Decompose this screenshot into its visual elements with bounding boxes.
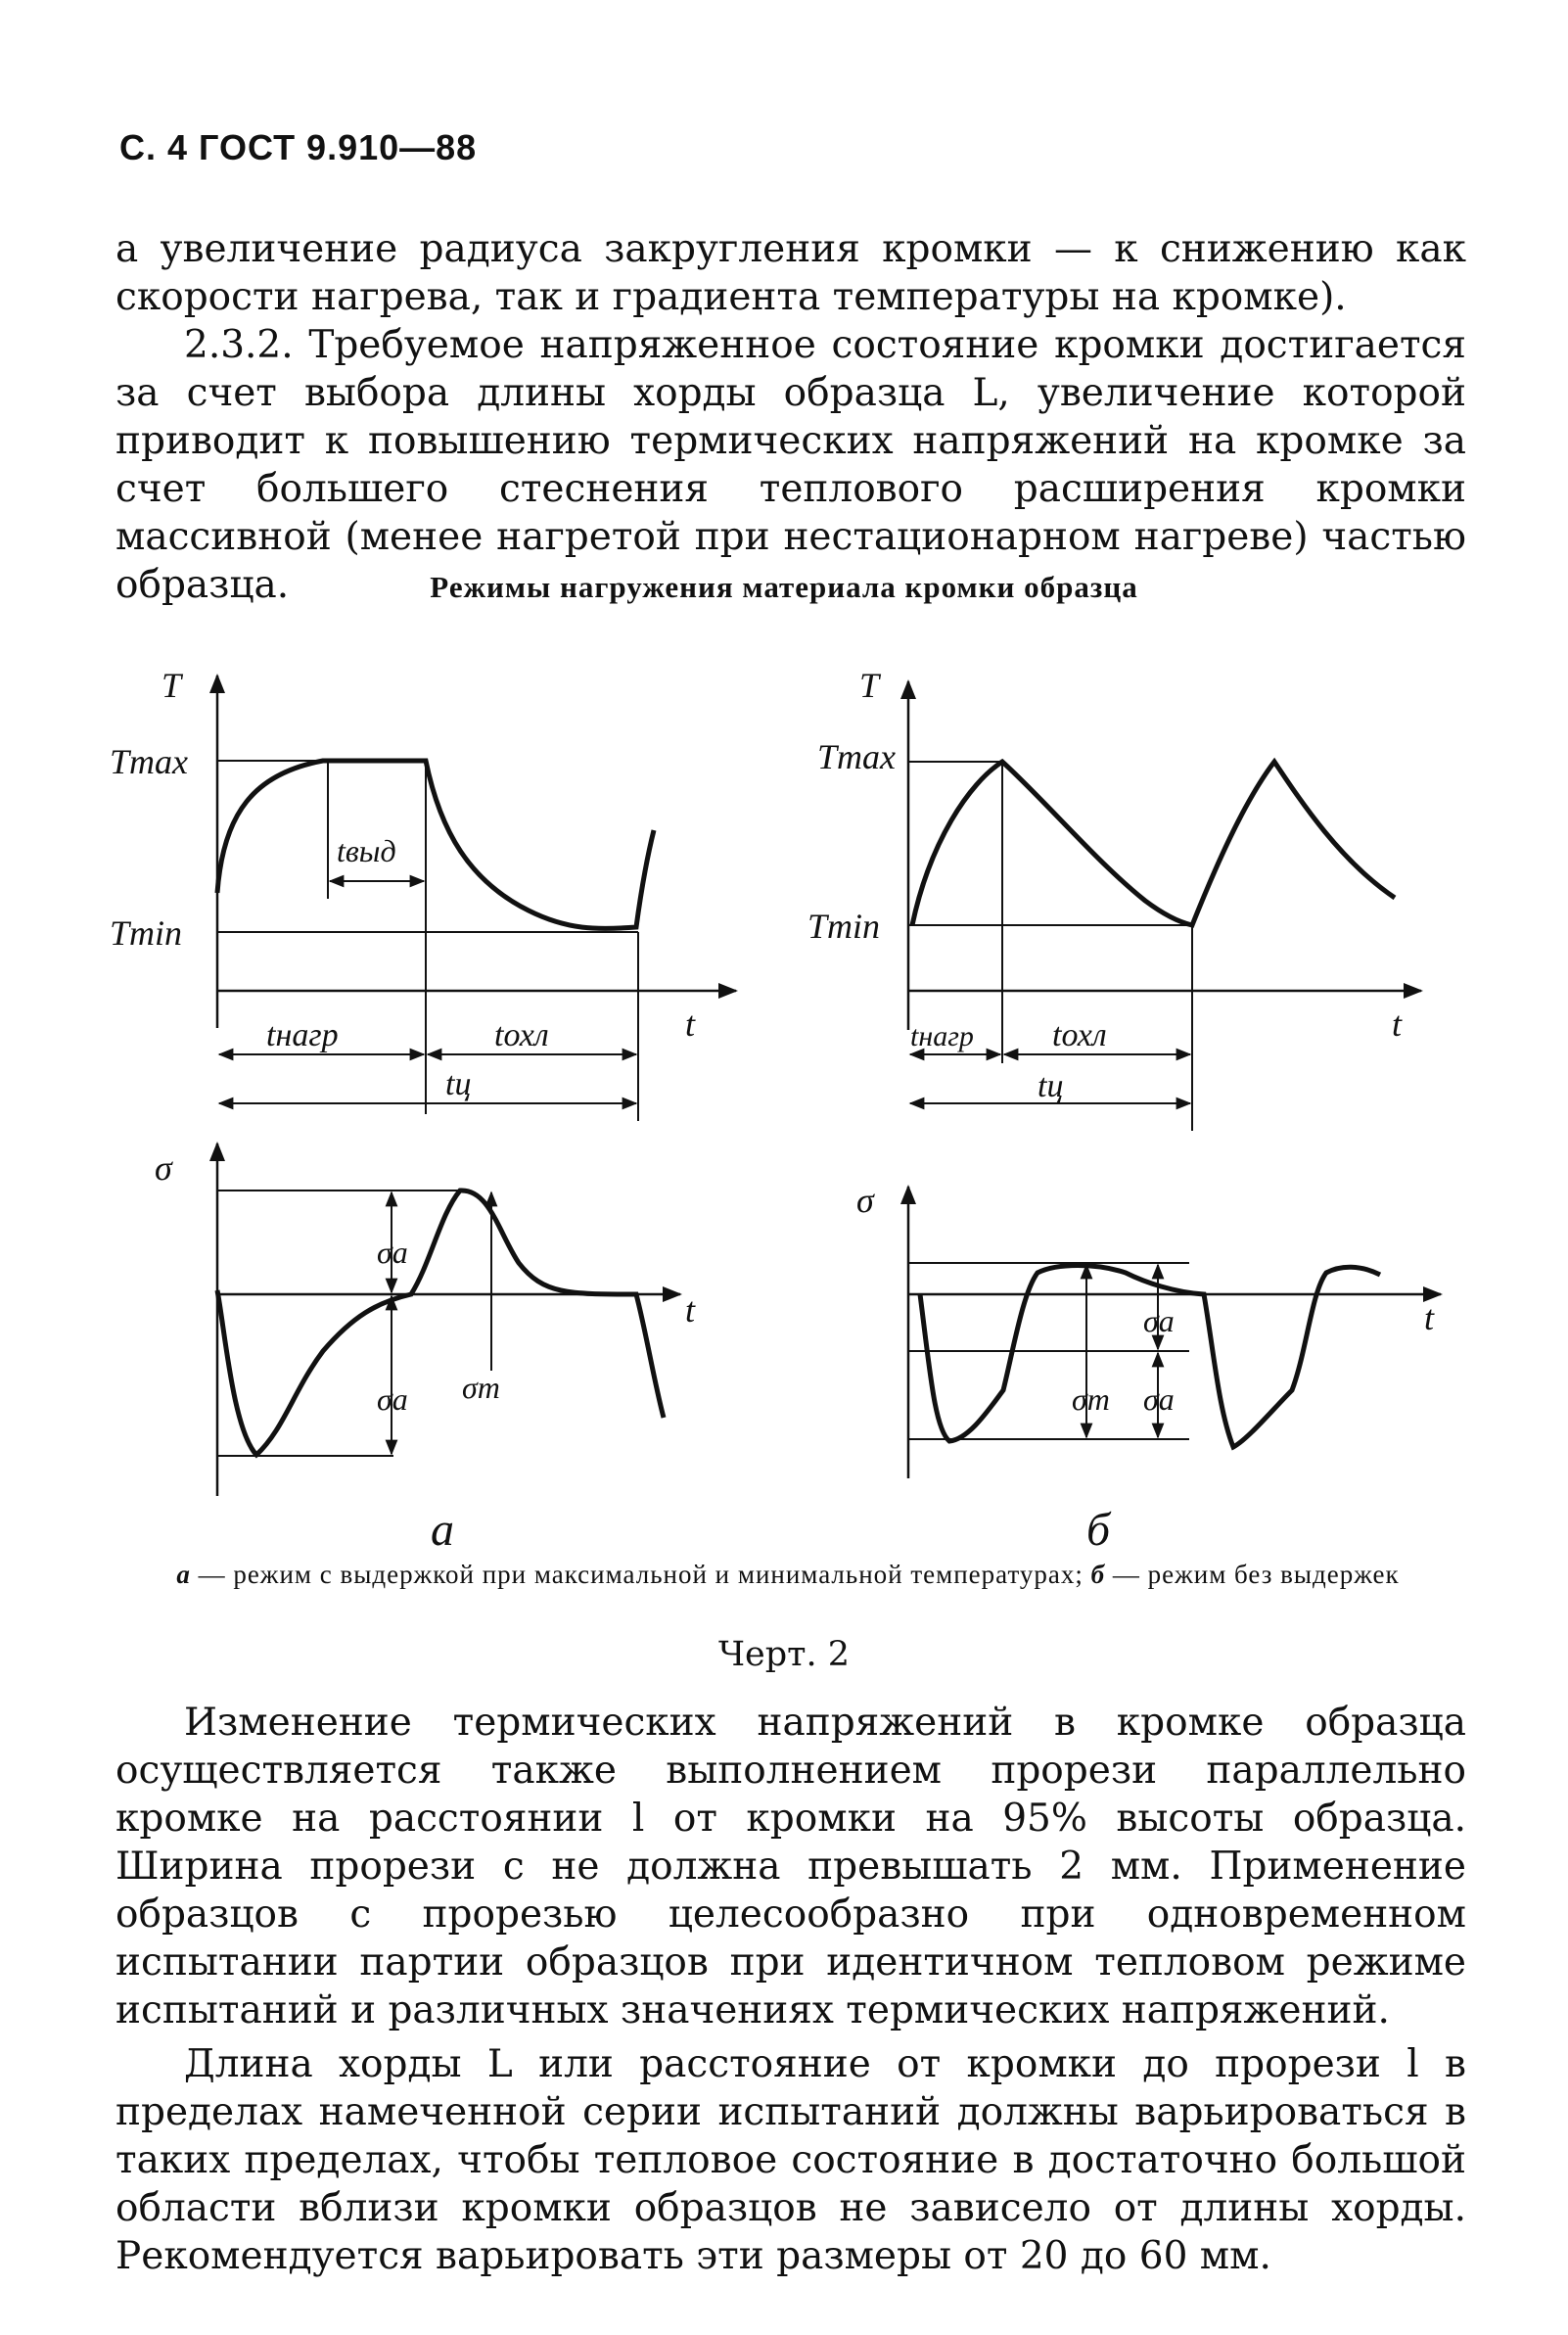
label-tnagr-b: tнагр (910, 1020, 974, 1052)
text-block-top (115, 225, 1466, 609)
label-panel-b: б (1086, 1504, 1111, 1556)
figure-title: Режимы нагружения материала кромки образца (430, 570, 1138, 604)
label-sigma-a: σ (155, 1148, 172, 1188)
label-sigma-a-lower-b: σa (1143, 1381, 1175, 1417)
text-block-bottom (115, 1699, 1466, 2280)
label-tnagr-a: tнагр (266, 1017, 339, 1053)
curve-stress-a (217, 1191, 664, 1455)
label-Tmin-b: Tmin (807, 907, 881, 946)
panel-b-temperature-graph (908, 681, 1421, 1131)
figure-number: Черт. 2 (717, 1635, 851, 1674)
curve-stress-b (920, 1266, 1380, 1448)
paragraph-1: а увеличение радиуса закругления кромки — к снижению как скорости нагрева, так и градиента температуры на кромке). (115, 227, 1466, 319)
panel-a-stress-graph (217, 1144, 680, 1496)
panel-a-temperature-graph (217, 676, 736, 1121)
paragraph-3: Изменение термических напряжений в кромке образца осуществляется также выполнением прорези параллельно кромке на расстоянии l от кромки на 95% высоты образца. Ширина прорези c не должна превышать 2 мм. Применение образцов с прорезью целесообразно при одновременном испытании партии образцов при идентичном тепловом режиме испытаний и различных значениях термических напряжений. (115, 1701, 1466, 2032)
label-Tmin-a: Tmin (110, 913, 183, 953)
label-sigma-m-a: σm (462, 1370, 500, 1405)
label-sigma-m-b: σm (1072, 1381, 1110, 1417)
caption-text-b: — режим без выдержек (1105, 1560, 1400, 1589)
curve-temperature-b (912, 762, 1395, 925)
panel-b-stress-graph (908, 1187, 1441, 1478)
label-panel-a: а (431, 1504, 454, 1556)
curve-temperature-a (217, 761, 654, 928)
caption-label-a: а (176, 1560, 191, 1589)
label-Tmax-b: Tmax (817, 737, 896, 776)
label-Tmax-a: Tmax (110, 742, 188, 781)
page-header: С. 4 ГОСТ 9.910—88 (119, 127, 478, 167)
label-t-stress-b: t (1424, 1298, 1435, 1337)
caption-label-b: б (1090, 1560, 1106, 1589)
label-T-a: T (161, 666, 182, 705)
label-sigma-a-upper: σa (377, 1235, 408, 1270)
label-tokhl-a: tохл (494, 1017, 549, 1053)
label-tvyd: tвыд (337, 833, 396, 868)
label-tc-a: tц (445, 1066, 472, 1102)
figure-chart-2 (0, 627, 1568, 1557)
paragraph-2-3-2: 2.3.2. Требуемое напряженное состояние кромки достигается за счет выбора длины хорды образца L, увеличение которой приводит к повышению термических напряжений на кромке за счет большего стеснения теплового расширения кромки массивной (менее нагретой при нестационарном нагреве) частью образца. (115, 323, 1466, 607)
caption-text-a: — режим с выдержкой при максимальной и минимальной температурах; (190, 1560, 1091, 1589)
label-sigma-a-lower: σa (377, 1381, 408, 1417)
figure-caption (157, 1561, 1419, 1588)
label-sigma-b: σ (856, 1181, 874, 1220)
label-tc-b: tц (1038, 1068, 1064, 1104)
label-t-axis-b: t (1392, 1004, 1403, 1044)
label-tokhl-b: tохл (1052, 1017, 1107, 1053)
label-sigma-a-upper-b: σa (1143, 1303, 1175, 1338)
paragraph-4: Длина хорды L или расстояние от кромки до прорези l в пределах намеченной серии испытаний должны варьироваться в таких пределах, чтобы тепловое состояние в достаточно большой области вблизи кромки образцов не зависело от длины хорды. Рекомендуется варьировать эти размеры от 20 до 60 мм. (115, 2042, 1466, 2278)
label-t-stress-a: t (685, 1290, 696, 1330)
label-t-axis-a: t (685, 1004, 696, 1044)
label-T-b: T (859, 666, 880, 705)
